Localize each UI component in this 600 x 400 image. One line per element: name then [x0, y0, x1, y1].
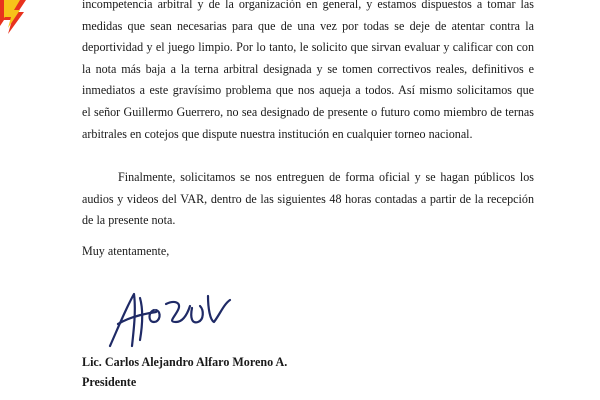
club-logo-fragment: [0, 0, 40, 44]
signature-block: [82, 352, 287, 392]
closing-salutation: Muy atentamente,: [82, 244, 170, 258]
text-line: el señor Guillermo Guerrero, no sea designado de presente o futuro como miembro de ternas: [82, 104, 534, 119]
text-line: incompetencia arbitral y de la organización en general, y estamos dispuestos a tomar las: [82, 0, 534, 11]
paragraph: [82, 0, 534, 145]
signer-name: Lic. Carlos Alejandro Alfaro Moreno A.: [82, 355, 288, 369]
signer-title: Presidente: [82, 375, 137, 389]
text-line: de la presente nota.: [82, 213, 176, 228]
handwritten-signature: [104, 288, 236, 350]
text-line: inmediatos a este gravísimo problema que nos aqueja a todos. Así mismo solicitamos que: [82, 83, 534, 98]
text-line: deportividad y el juego limpio. Por lo tanto, le solicito que sirvan evaluar y calificar con con: [82, 40, 534, 55]
text-line: medidas que sean necesarias para que de una vez por todas se deje de atentar contra la: [82, 18, 534, 33]
letter-body: [82, 0, 534, 232]
text-line: Finalmente, solicitamos se nos entreguen de forma oficial y se hagan públicos los: [118, 170, 534, 185]
text-line: arbitrales en cotejos que dispute nuestra institución en cualquier torneo nacional.: [82, 126, 473, 141]
paragraph: [82, 167, 534, 232]
text-line: audios y videos del VAR, dentro de las siguientes 48 horas contadas a partir de la recepción: [82, 191, 534, 206]
text-line: la nota más baja a la terna arbitral designada y se tomen correctivos reales, definitivos e: [82, 61, 534, 76]
